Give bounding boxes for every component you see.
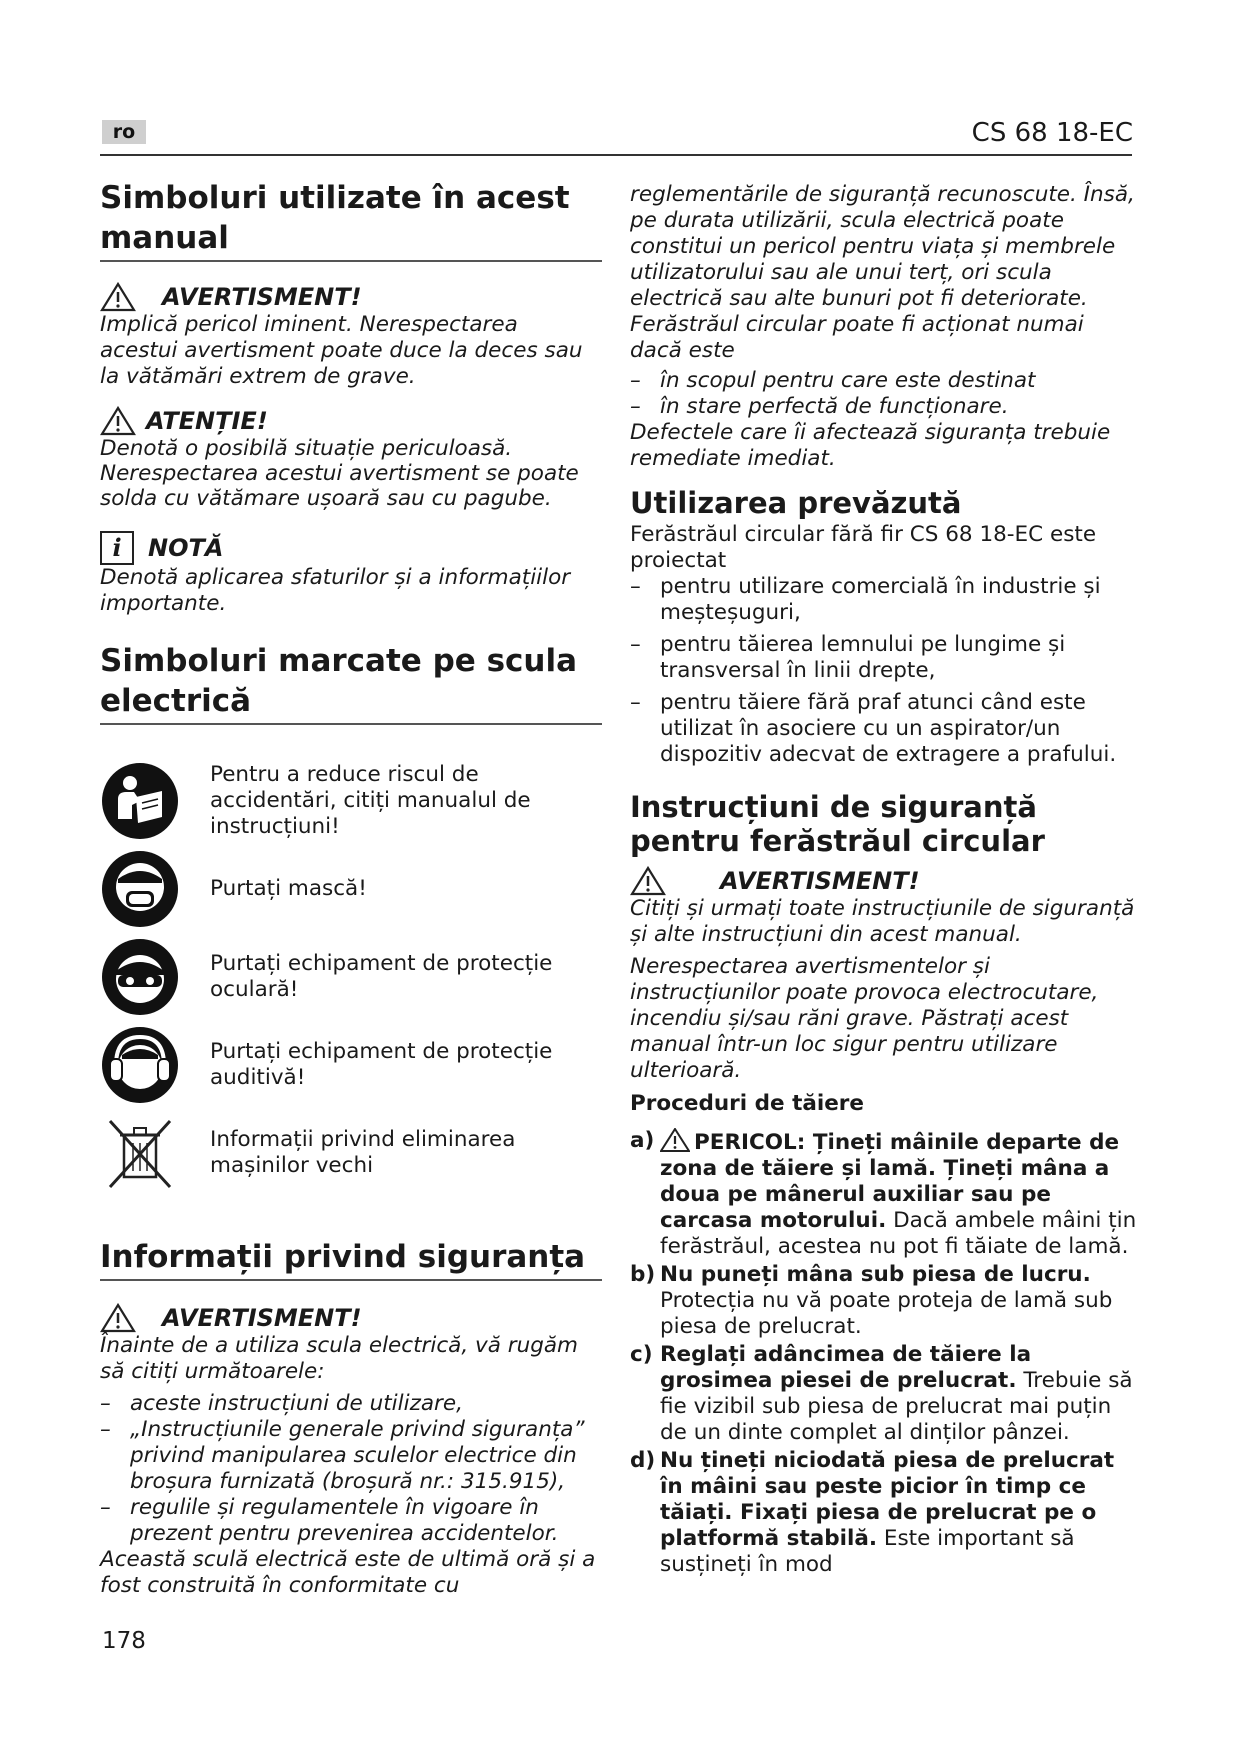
item-marker: c) <box>630 1342 653 1367</box>
language-tag: ro <box>102 120 146 144</box>
warning-heading <box>630 866 1140 896</box>
warning-triangle-icon <box>630 866 666 896</box>
section-title-safety-info: Informații privind siguranța <box>100 1237 602 1281</box>
caution-text: Denotă o posibilă situație periculoasă. Nerespectarea acestui avertisment se poate solda cu vătămare ușoară sau cu pagube. <box>100 436 579 511</box>
item-normal: Protecția nu vă poate proteja de lamă sub piesa de prelucrat. <box>660 1288 1113 1339</box>
symbols-list <box>100 757 602 1197</box>
warning-text: Implică pericol iminent. Nerespectarea acestui avertisment poate duce la deces sau la vătămări extrem de grave. <box>100 312 583 389</box>
item-bold: Reglați adâncimea de tăiere la grosimea piesei de prelucrat. <box>660 1342 1032 1393</box>
symbol-text: Informații privind eliminarea mașinilor vechi <box>210 1127 516 1178</box>
item-marker: b) <box>630 1262 656 1287</box>
intended-use-list <box>630 574 1140 768</box>
warning-label: AVERTISMENT! <box>162 1304 362 1332</box>
condition-list <box>630 368 1140 420</box>
caution-label: ATENȚIE! <box>146 407 268 435</box>
symbol-text: Pentru a reduce riscul de accidentări, citiți manualul de instrucțiuni! <box>210 762 531 839</box>
section-title-intended-use: Utilizarea prevăzută <box>630 486 962 520</box>
list-item: – pentru tăiere fără praf atunci când este utilizat în asociere cu un aspirator/un dispozitiv adecvat de extragere a prafului. <box>630 690 1140 768</box>
list-item: – pentru utilizare comercială în industrie și meșteșuguri, <box>630 574 1140 626</box>
item-normal: Este important să susțineți în mod <box>660 1526 1075 1577</box>
info-icon: i <box>100 531 134 565</box>
caution-heading <box>100 406 602 436</box>
section-title-saw-safety: Instrucțiuni de siguranță pentru ferăstrăul circular <box>630 790 1045 858</box>
symbol-row <box>100 1021 602 1109</box>
symbol-text: Purtați echipament de protecție oculară! <box>210 951 553 1002</box>
procedure-item <box>630 1448 1140 1578</box>
procedure-item <box>630 1262 1140 1340</box>
warning-text: Înainte de a utiliza scula electrică, vă rugăm să citiți următoarele: <box>100 1333 578 1384</box>
list-item: – „Instrucțiunile generale privind siguranța” privind manipularea sculelor electrice din broșura furnizată (broșură nr.: 315.915), <box>100 1417 602 1495</box>
ear-protection-icon <box>100 1025 180 1105</box>
warning-text-1: Citiți și urmați toate instrucțiunile de siguranță și alte instrucțiuni din acest manual. <box>630 896 1135 947</box>
warning-list <box>100 1391 602 1547</box>
continued-after: Defectele care îi afectează siguranța trebuie remediate imediat. <box>630 420 1111 471</box>
symbol-row <box>100 1109 602 1197</box>
caution-triangle-icon <box>100 406 136 436</box>
note-heading <box>100 531 602 565</box>
procedures-title: Proceduri de tăiere <box>630 1091 864 1116</box>
list-item: – regulile și regulamentele în vigoare în prezent pentru prevenirea accidentelor. <box>100 1495 602 1547</box>
continued-text: reglementările de siguranță recunoscute. Însă, pe durata utilizării, scula electrică poate constitui un pericol pentru viața și membrele utilizatorului sau ale unui terț, ori scula electrică sau alte bunuri pot fi deteriorate. Ferăstrăul circular poate fi acționat numai dacă este <box>630 182 1135 363</box>
symbol-row <box>100 933 602 1021</box>
list-item: – în stare perfectă de funcționare. <box>630 394 1140 420</box>
item-bold: PERICOL: Țineți mâinile departe de zona de tăiere și lamă. Țineți mâna a doua pe mânerul auxiliar sau pe carcasa motorului. <box>660 1130 1120 1233</box>
model-name: CS 68 18-EC <box>971 118 1133 148</box>
warning-heading <box>100 1303 602 1333</box>
procedure-item <box>630 1342 1140 1446</box>
warning-heading <box>100 282 602 312</box>
item-marker: a) <box>630 1128 655 1153</box>
symbol-row <box>100 845 602 933</box>
note-text: Denotă aplicarea sfaturilor și a informațiilor importante. <box>100 565 571 616</box>
warning-label: AVERTISMENT! <box>162 283 362 311</box>
warning-triangle-icon <box>100 282 136 312</box>
symbol-text: Purtați mască! <box>210 876 367 901</box>
warning-triangle-icon <box>100 1303 136 1333</box>
left-column <box>100 178 602 1599</box>
list-item: – aceste instrucțiuni de utilizare, <box>100 1391 602 1417</box>
list-item: – pentru tăierea lemnului pe lungime și transversal în linii drepte, <box>630 632 1140 684</box>
procedure-item <box>630 1128 1140 1260</box>
item-normal: Trebuie să fie vizibil sub piesa de prelucrat mai puțin de un dinte complet al dinților pânzei. <box>660 1368 1133 1445</box>
list-item: – în scopul pentru care este destinat <box>630 368 1140 394</box>
item-bold: Nu țineți niciodată piesa de prelucrat în mâini sau peste picior în timp ce tăiați. Fixați piesa de prelucrat pe o platformă stabilă. <box>660 1448 1115 1551</box>
section-title-symbols-manual: Simboluri utilizate în acest manual <box>100 178 602 262</box>
page-number: 178 <box>102 1628 146 1654</box>
item-bold: Nu puneți mâna sub piesa de lucru. <box>660 1262 1091 1287</box>
warning-label: AVERTISMENT! <box>720 867 920 895</box>
right-column <box>630 182 1140 1580</box>
closing-text: Această sculă electrică este de ultimă oră și a fost construită în conformitate cu <box>100 1547 596 1598</box>
warning-triangle-icon <box>660 1128 690 1152</box>
mask-icon <box>100 849 180 929</box>
eye-protection-icon <box>100 937 180 1017</box>
symbol-text: Purtați echipament de protecție auditivă! <box>210 1039 553 1090</box>
disposal-bin-icon <box>100 1113 180 1193</box>
section-title-symbols-tool: Simboluri marcate pe scula electrică <box>100 641 602 725</box>
item-normal: Dacă ambele mâini țin ferăstrăul, acestea nu pot fi tăiate de lamă. <box>660 1208 1137 1259</box>
procedures-list <box>630 1128 1140 1578</box>
warning-text-2: Nerespectarea avertismentelor și instrucțiunilor poate provoca electrocutare, incendiu și/sau răni grave. Păstrați acest manual într-un loc sigur pentru utilizare ulterioară. <box>630 954 1099 1083</box>
intended-use-intro: Ferăstrăul circular fără fir CS 68 18-EC este proiectat <box>630 522 1097 573</box>
symbol-row <box>100 757 602 845</box>
header-rule <box>100 154 1132 156</box>
note-label: NOTĂ <box>148 534 224 562</box>
read-manual-icon <box>100 761 180 841</box>
item-marker: d) <box>630 1448 656 1473</box>
